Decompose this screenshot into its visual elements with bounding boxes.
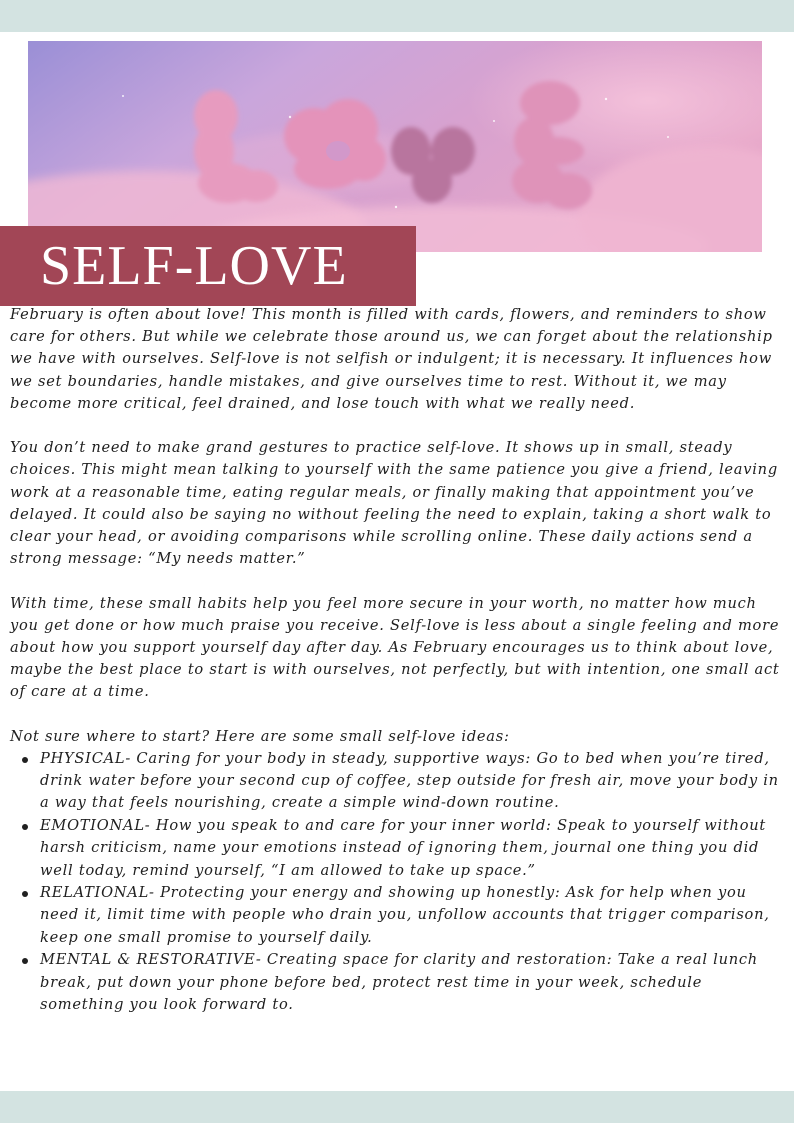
bottom-band bbox=[0, 1091, 794, 1123]
bullet-icon bbox=[22, 757, 28, 763]
list-item bbox=[10, 748, 790, 815]
hero-image bbox=[28, 41, 762, 252]
list-item bbox=[10, 882, 790, 949]
bullet-icon bbox=[22, 824, 28, 830]
ideas-intro: Not sure where to start? Here are some small self-love ideas: bbox=[10, 727, 510, 745]
paragraph-habits: With time, these small habits help you feel more secure in your worth, no matter how much you get done or how much praise you receive. Self-love is less about a single feeling and more about how you support yourself day after day. As February encourages us to think about love, maybe the best place to start is with ourselves, not perfectly, but with intention, one small act of care at a time. bbox=[10, 594, 780, 701]
article-body bbox=[10, 304, 790, 1016]
page-title: SELF-LOVE bbox=[40, 235, 348, 297]
title-banner bbox=[0, 226, 416, 306]
list-item bbox=[10, 949, 790, 1016]
idea-emotional: EMOTIONAL- How you speak to and care for your inner world: Speak to yourself without harsh criticism, name your emotions instead of ignoring them, journal one thing you did well today, remind yourself, “I am allowed to take up space.” bbox=[40, 817, 766, 879]
paragraph-practice: You don’t need to make grand gestures to practice self-love. It shows up in small, steady choices. This might mean talking to yourself with the same patience you give a friend, leaving work at a reasonable time, eating regular meals, or finally making that appointment you’ve delayed. It could also be saying no without feeling the need to explain, taking a short walk to clear your head, or avoiding comparisons while scrolling online. These daily actions send a strong message: “My needs matter.” bbox=[10, 439, 778, 568]
list-item bbox=[10, 815, 790, 882]
idea-physical: PHYSICAL- Caring for your body in steady, supportive ways: Go to bed when you’re tired, drink water before your second cup of coffee, step outside for fresh air, move your body in a way that feels nourishing, create a simple wind-down routine. bbox=[40, 750, 779, 812]
idea-mental: MENTAL & RESTORATIVE- Creating space for clarity and restoration: Take a real lunch break, put down your phone before bed, protect rest time in your week, schedule something you look forward to. bbox=[40, 951, 758, 1013]
bullet-icon bbox=[22, 958, 28, 964]
pink-cloud-love-sky-image bbox=[28, 41, 762, 252]
bullet-icon bbox=[22, 891, 28, 897]
idea-relational: RELATIONAL- Protecting your energy and showing up honestly: Ask for help when you need it, limit time with people who drain you, unfollow accounts that trigger comparison, keep one small promise to yourself daily. bbox=[40, 884, 770, 946]
top-band bbox=[0, 0, 794, 32]
paragraph-intro: February is often about love! This month is filled with cards, flowers, and reminders to show care for others. But while we celebrate those around us, we can forget about the relationship we have with ourselves. Self-love is not selfish or indulgent; it is necessary. It influences how we set boundaries, handle mistakes, and give ourselves time to rest. Without it, we may become more critical, feel drained, and lose touch with what we really need. bbox=[10, 306, 773, 412]
ideas-list bbox=[10, 748, 790, 1016]
